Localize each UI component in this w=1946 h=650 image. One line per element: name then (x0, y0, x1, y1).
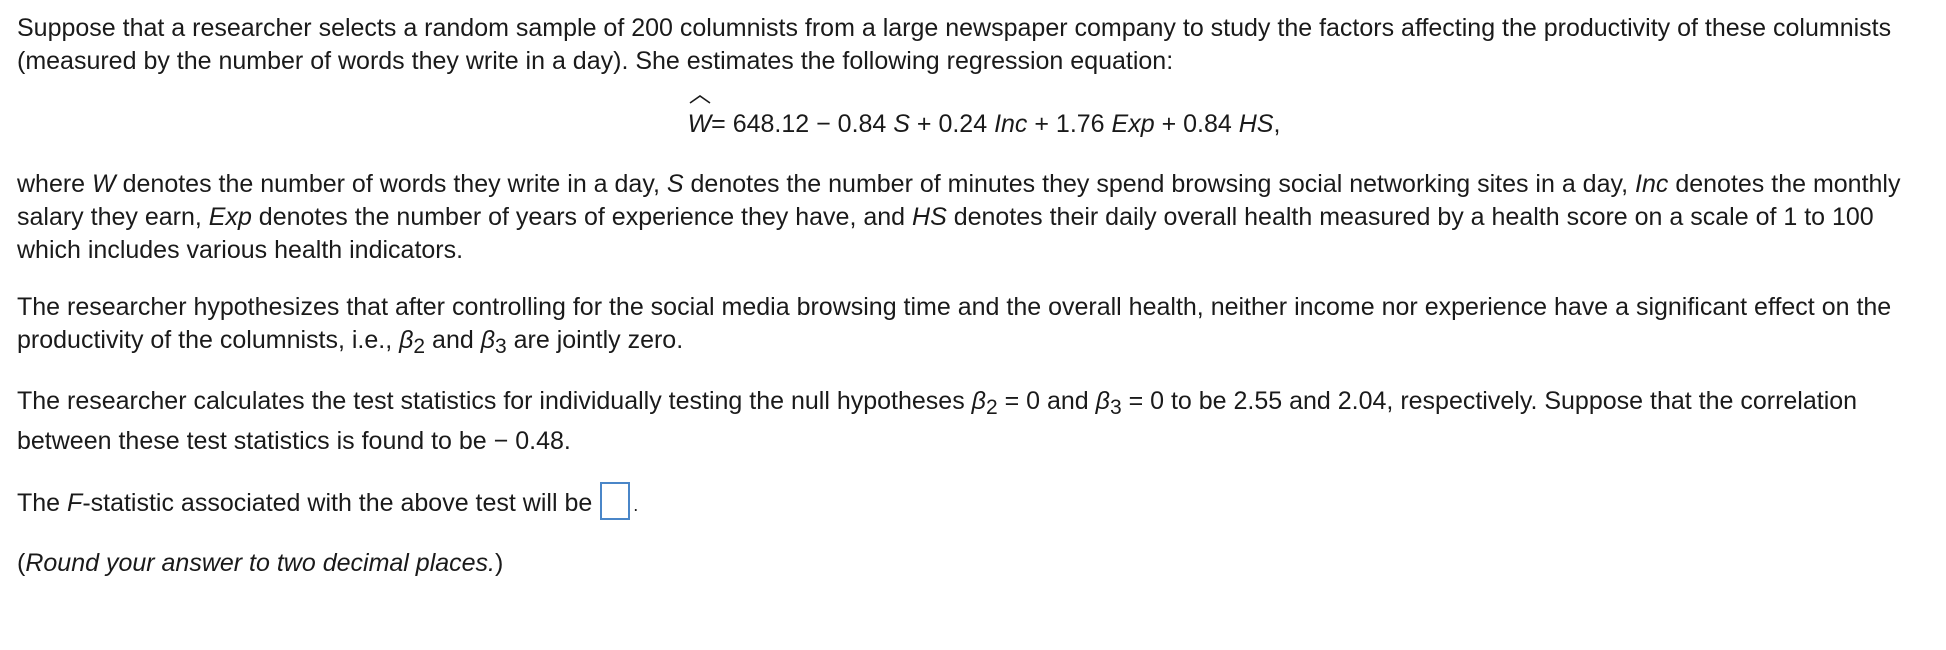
regression-equation: W= 648.12 − 0.84 S + 0.24 Inc + 1.76 Exp + 0.84 HS, (24, 98, 1944, 150)
rounding-note: (Round your answer to two decimal places.) (17, 549, 504, 577)
question-paragraph: The F-statistic associated with the above test will be . (17, 483, 1937, 525)
hypothesis-paragraph: The researcher hypothesizes that after controlling for the social media browsing time and the overall health, neither income nor experience have a significant effect on the productivity of the columnists, i.e., $\beta_2$ and $\beta_3$ are jointly zero. (17, 293, 1892, 358)
statistics-paragraph: The researcher calculates the test statistics for individually testing the null hypotheses $\beta_2 = 0$ and $\beta_3 = 0$ to be 2.55 and 2.04, respectively. Suppose that the correlation between these test statistics is found to be − 0.48. (17, 387, 1858, 455)
hat-accent-icon (689, 94, 711, 104)
answer-input[interactable] (600, 482, 630, 520)
intro-paragraph: Suppose that a researcher selects a random sample of 200 columnists from a large newspaper company to study the factors affecting the productivity of these columnists (measured by the number of words they write in a day). She estimates the following regression equation: (17, 14, 1892, 75)
question-content (17, 12, 1937, 583)
correlation-value: − 0.48 (493, 427, 564, 455)
w-hat-symbol: W (688, 98, 712, 150)
definitions-paragraph: where W denotes the number of words they write in a day, S denotes the number of minutes they spend browsing social networking sites in a day, Inc denotes the monthly salary they earn, Exp denotes the number of years of experience they have, and HS denotes their daily overall health measured by a health score on a scale of 1 to 100 which includes various health indicators. (17, 170, 1901, 264)
